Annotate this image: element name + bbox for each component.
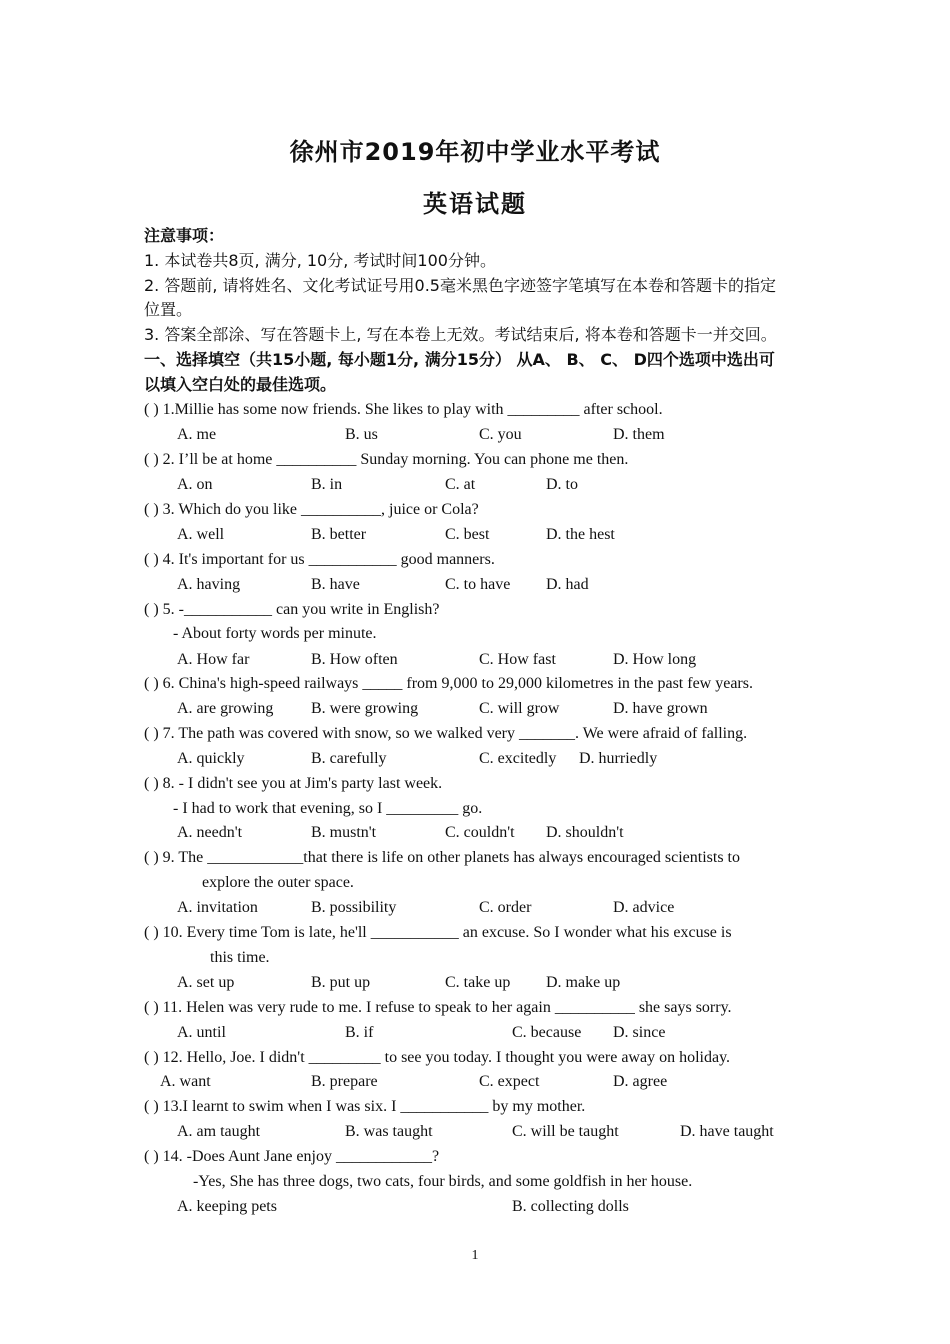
option-b: B. possibility <box>311 899 397 916</box>
question-stem: ( ) 14. -Does Aunt Jane enjoy ____________? <box>144 1148 440 1165</box>
notice-item: 位置。 <box>144 300 193 319</box>
question-continuation: -Yes, She has three dogs, two cats, four birds, and some goldfish in her house. <box>193 1173 693 1190</box>
option-b: B. prepare <box>311 1073 378 1090</box>
option-b: B. better <box>311 526 367 543</box>
option-d: D. shouldn't <box>546 824 624 841</box>
option-d: D. advice <box>613 899 675 916</box>
option-a: A. needn't <box>177 824 243 841</box>
question-continuation: this time. <box>210 949 270 966</box>
notice-item: 3. 答案全部涂、写在答题卡上, 写在本卷上无效。考试结束后, 将本卷和答题卡一并交回。 <box>144 325 777 344</box>
question-continuation: - About forty words per minute. <box>173 625 377 642</box>
question-stem: ( ) 11. Helen was very rude to me. I refuse to speak to her again __________ she says sorry. <box>144 999 732 1016</box>
question-stem: ( ) 7. The path was covered with snow, so we walked very _______. We were afraid of falling. <box>144 725 748 742</box>
question-stem: ( ) 6. China's high-speed railways _____ from 9,000 to 29,000 kilometres in the past few years. <box>144 675 753 692</box>
option-a: A. until <box>177 1024 226 1041</box>
notice-item: 2. 答题前, 请将姓名、文化考试证号用0.5毫米黑色字迹签字笔填写在本卷和答题卡的指定 <box>144 276 776 295</box>
option-d: D. have grown <box>613 700 708 717</box>
section-heading: 以填入空白处的最佳选项。 <box>144 375 337 394</box>
option-c: C. How fast <box>479 651 556 668</box>
notice-heading: 注意事项： <box>144 226 225 245</box>
option-b: B. collecting dolls <box>512 1198 629 1215</box>
option-d: D. agree <box>613 1073 668 1090</box>
option-a: A. quickly <box>177 750 245 767</box>
page-subtitle: 英语试题 <box>423 190 527 218</box>
option-d: D. since <box>613 1024 666 1041</box>
option-c: C. best <box>445 526 490 543</box>
option-a: A. on <box>177 476 213 493</box>
option-c: C. you <box>479 426 522 443</box>
option-c: C. will be taught <box>512 1123 619 1140</box>
option-a: A. keeping pets <box>177 1198 277 1215</box>
section-heading: 一、选择填空（共15小题, 每小题1分, 满分15分） 从A、 B、 C、 D四个选项中选出可 <box>144 350 775 369</box>
option-c: C. because <box>512 1024 582 1041</box>
option-d: D. have taught <box>680 1123 774 1140</box>
option-c: C. at <box>445 476 476 493</box>
option-b: B. was taught <box>345 1123 433 1140</box>
page-title: 徐州市2019年初中学业水平考试 <box>289 138 661 166</box>
page-number: 1 <box>471 1248 479 1263</box>
option-b: B. have <box>311 576 360 593</box>
option-a: A. invitation <box>177 899 258 916</box>
option-d: D. had <box>546 576 589 593</box>
question-stem: ( ) 9. The ____________that there is life on other planets has always encouraged scientists to <box>144 849 740 866</box>
question-stem: ( ) 4. It's important for us ___________ good manners. <box>144 551 495 568</box>
option-c: C. excitedly <box>479 750 557 767</box>
option-a: A. set up <box>177 974 235 991</box>
option-c: C. couldn't <box>445 824 515 841</box>
option-c: C. expect <box>479 1073 540 1090</box>
question-stem: ( ) 8. - I didn't see you at Jim's party last week. <box>144 775 443 792</box>
question-stem: ( ) 2. I’ll be at home __________ Sunday morning. You can phone me then. <box>144 451 629 468</box>
option-b: B. us <box>345 426 378 443</box>
option-c: C. take up <box>445 974 511 991</box>
option-a: A. am taught <box>177 1123 261 1140</box>
option-d: D. to <box>546 476 578 493</box>
question-stem: ( ) 1.Millie has some now friends. She likes to play with _________ after school. <box>144 401 663 418</box>
option-b: B. in <box>311 476 343 493</box>
question-continuation: explore the outer space. <box>202 874 354 891</box>
question-stem: ( ) 3. Which do you like __________, juice or Cola? <box>144 501 479 518</box>
option-a: A. want <box>160 1073 211 1090</box>
option-d: D. How long <box>613 651 697 668</box>
option-b: B. put up <box>311 974 371 991</box>
option-d: D. them <box>613 426 665 443</box>
option-a: A. well <box>177 526 225 543</box>
option-a: A. How far <box>177 651 250 668</box>
notice-item: 1. 本试卷共8页, 满分, 10分, 考试时间100分钟。 <box>144 251 496 270</box>
option-d: D. hurriedly <box>579 750 658 767</box>
option-d: D. the hest <box>546 526 615 543</box>
option-d: D. make up <box>546 974 621 991</box>
option-c: C. to have <box>445 576 511 593</box>
option-a: A. having <box>177 576 241 593</box>
question-stem: ( ) 5. -___________ can you write in English? <box>144 601 440 618</box>
question-stem: ( ) 13.I learnt to swim when I was six. I ___________ by my mother. <box>144 1098 586 1115</box>
option-c: C. will grow <box>479 700 560 717</box>
option-a: A. me <box>177 426 217 443</box>
option-b: B. if <box>345 1024 374 1041</box>
option-c: C. order <box>479 899 532 916</box>
option-a: A. are growing <box>177 700 274 717</box>
question-stem: ( ) 10. Every time Tom is late, he'll ___________ an excuse. So I wonder what his excuse is <box>144 924 732 941</box>
option-b: B. carefully <box>311 750 387 767</box>
option-b: B. How often <box>311 651 398 668</box>
question-continuation: - I had to work that evening, so I _________ go. <box>173 800 483 817</box>
option-b: B. were growing <box>311 700 419 717</box>
option-b: B. mustn't <box>311 824 377 841</box>
question-stem: ( ) 12. Hello, Joe. I didn't _________ to see you today. I thought you were away on holiday. <box>144 1049 731 1066</box>
